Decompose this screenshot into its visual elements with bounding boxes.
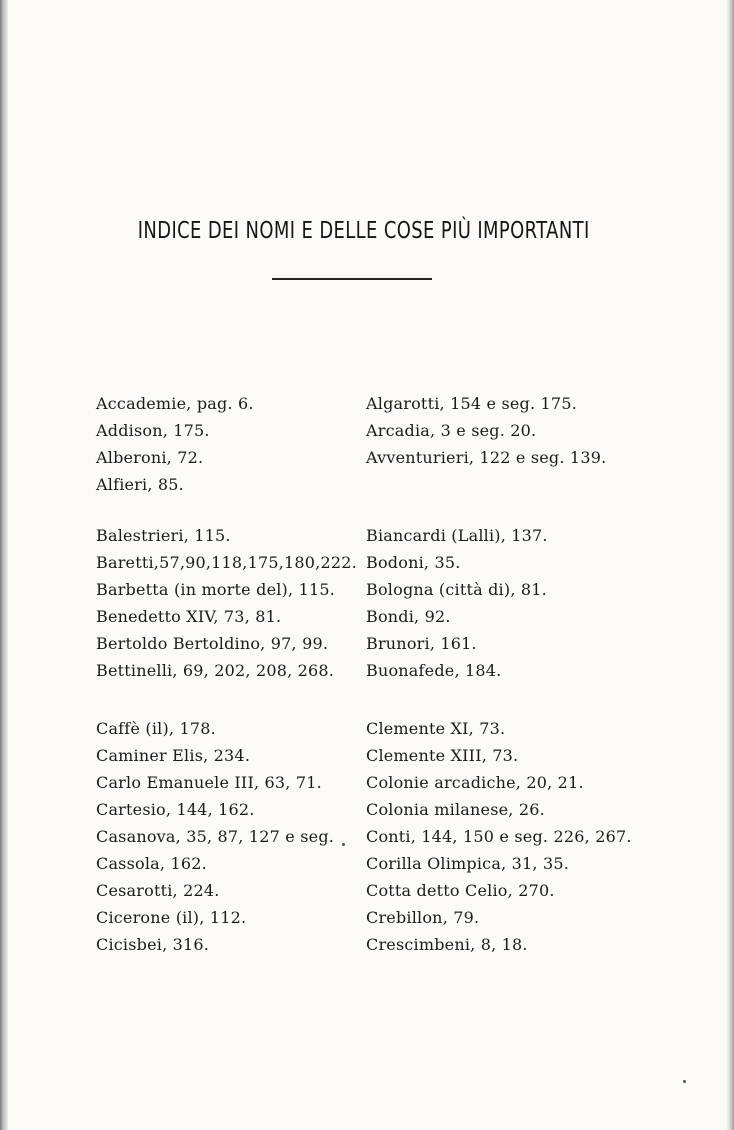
- index-column-right: [366, 390, 646, 471]
- index-entry: Barbetta (in morte del), 115.: [96, 580, 335, 599]
- title-divider: [272, 278, 432, 280]
- index-entry: Benedetto XIV, 73, 81.: [96, 607, 282, 626]
- index-entry: Alberoni, 72.: [96, 448, 204, 467]
- index-entry: Arcadia, 3 e seg. 20.: [366, 421, 537, 440]
- index-entry: Bondi, 92.: [366, 607, 451, 626]
- index-entry: Balestrieri, 115.: [96, 526, 231, 545]
- index-entry: Cicerone (il), 112.: [96, 908, 247, 927]
- index-entry: Colonia milanese, 26.: [366, 800, 545, 819]
- index-entry: Biancardi (Lalli), 137.: [366, 526, 548, 545]
- index-column-left: [96, 715, 366, 958]
- page-edge-left: [0, 0, 8, 1130]
- index-entry: Avventurieri, 122 e seg. 139.: [366, 448, 607, 467]
- index-entry: Clemente XIII, 73.: [366, 746, 519, 765]
- index-column-left: [96, 390, 366, 498]
- index-entry: Casanova, 35, 87, 127 e seg.: [96, 827, 335, 846]
- index-entry: Caminer Elis, 234.: [96, 746, 251, 765]
- index-entry: Conti, 144, 150 e seg. 226, 267.: [366, 827, 632, 846]
- index-entry: Crescimbeni, 8, 18.: [366, 935, 528, 954]
- index-entry: Buonafede, 184.: [366, 661, 502, 680]
- index-entry: Cotta detto Celio, 270.: [366, 881, 555, 900]
- index-entry: Baretti,57,90,118,175,180,222.: [96, 553, 357, 572]
- index-entry: Bologna (città di), 81.: [366, 580, 547, 599]
- index-column-left: [96, 522, 366, 684]
- print-speck: [683, 1080, 686, 1083]
- index-entry: Caffè (il), 178.: [96, 719, 216, 738]
- page-title: INDICE DEI NOMI E DELLE COSE PIÙ IMPORTANTI: [137, 218, 590, 244]
- index-entry: Colonie arcadiche, 20, 21.: [366, 773, 584, 792]
- index-entry: Crebillon, 79.: [366, 908, 480, 927]
- index-column-right: [366, 715, 646, 958]
- index-entry: Clemente XI, 73.: [366, 719, 506, 738]
- index-entry: Brunori, 161.: [366, 634, 477, 653]
- index-entry: Bettinelli, 69, 202, 208, 268.: [96, 661, 335, 680]
- index-entry: Corilla Olimpica, 31, 35.: [366, 854, 570, 873]
- print-speck: [342, 843, 345, 846]
- index-entry: Accademie, pag. 6.: [96, 394, 254, 413]
- index-entry: Algarotti, 154 e seg. 175.: [366, 394, 577, 413]
- index-entry: Cesarotti, 224.: [96, 881, 220, 900]
- index-entry: Cartesio, 144, 162.: [96, 800, 255, 819]
- index-entry: Bodoni, 35.: [366, 553, 461, 572]
- index-entry: Alfieri, 85.: [96, 475, 184, 494]
- index-entry: Bertoldo Bertoldino, 97, 99.: [96, 634, 329, 653]
- index-entry: Cassola, 162.: [96, 854, 207, 873]
- index-entry: Addison, 175.: [96, 421, 210, 440]
- index-column-right: [366, 522, 646, 684]
- index-entry: Cicisbei, 316.: [96, 935, 210, 954]
- index-entry: Carlo Emanuele III, 63, 71.: [96, 773, 322, 792]
- page-edge-right: [726, 0, 734, 1130]
